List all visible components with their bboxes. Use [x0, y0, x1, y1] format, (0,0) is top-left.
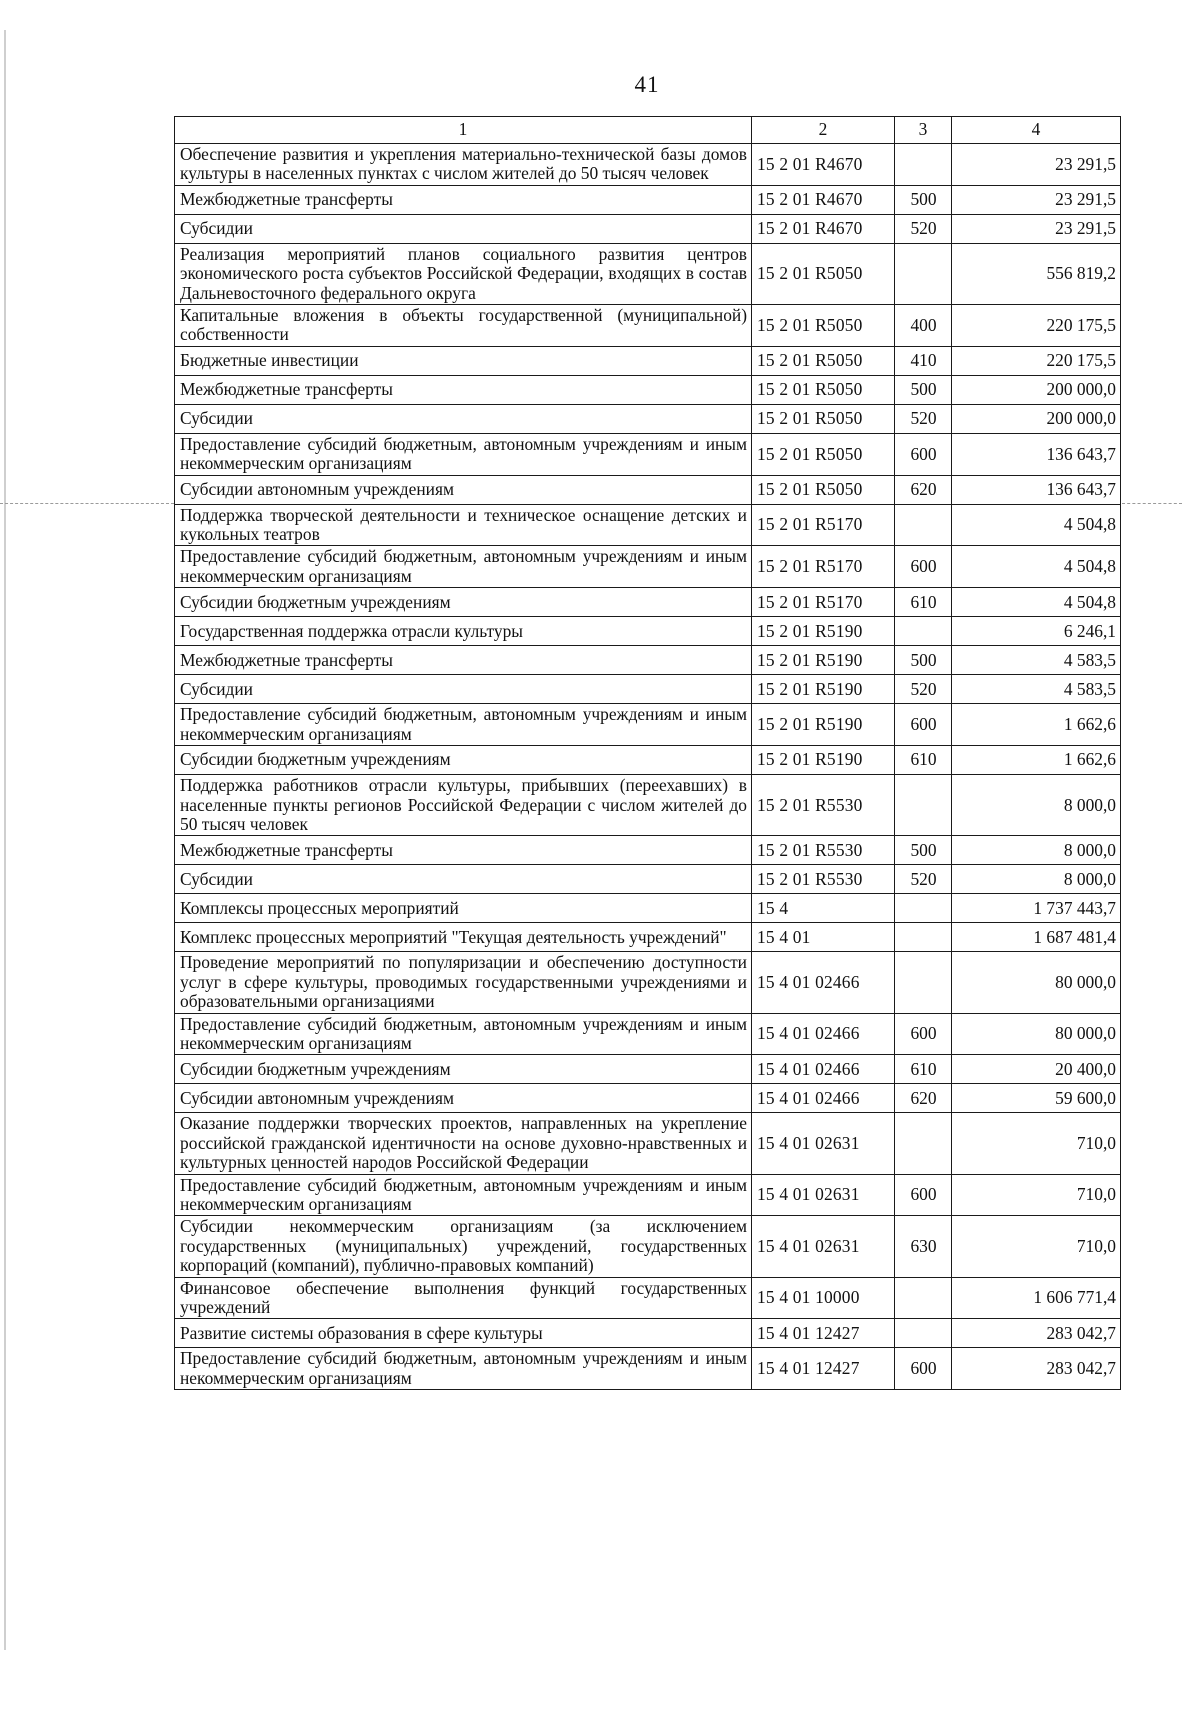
cell-type: 610 [895, 1055, 952, 1084]
cell-type: 520 [895, 865, 952, 894]
cell-amount: 8 000,0 [952, 775, 1121, 836]
cell-type: 400 [895, 305, 952, 347]
table-row [175, 923, 1121, 952]
cell-type [895, 894, 952, 923]
table-row [175, 646, 1121, 675]
cell-code: 15 2 01 R4670 [752, 185, 895, 214]
cell-amount: 23 291,5 [952, 214, 1121, 243]
table-row [175, 1055, 1121, 1084]
cell-amount: 283 042,7 [952, 1319, 1121, 1348]
table-row [175, 1084, 1121, 1113]
cell-amount: 6 246,1 [952, 617, 1121, 646]
cell-type [895, 617, 952, 646]
cell-code: 15 2 01 R5050 [752, 305, 895, 347]
table-body [175, 144, 1121, 1390]
cell-amount: 59 600,0 [952, 1084, 1121, 1113]
cell-type: 600 [895, 1013, 952, 1055]
table-row [175, 1277, 1121, 1319]
cell-code: 15 4 01 02466 [752, 1084, 895, 1113]
cell-code: 15 2 01 R5190 [752, 675, 895, 704]
cell-name: Бюджетные инвестиции [175, 346, 752, 375]
cell-code: 15 4 01 02631 [752, 1216, 895, 1277]
cell-name: Финансовое обеспечение выполнения функций государственных учреждений [175, 1277, 752, 1319]
table-row [175, 675, 1121, 704]
cell-amount: 283 042,7 [952, 1348, 1121, 1390]
cell-type: 630 [895, 1216, 952, 1277]
cell-type [895, 923, 952, 952]
cell-type [895, 1319, 952, 1348]
cell-type: 620 [895, 475, 952, 504]
cell-name: Обеспечение развития и укрепления материально-технической базы домов культуры в населенных пунктах с числом жителей до 50 тысяч человек [175, 144, 752, 186]
cell-name: Субсидии бюджетным учреждениям [175, 746, 752, 775]
budget-table [174, 116, 1121, 1390]
cell-amount: 23 291,5 [952, 185, 1121, 214]
cell-name: Межбюджетные трансферты [175, 646, 752, 675]
cell-name: Предоставление субсидий бюджетным, автономным учреждениям и иным некоммерческим организациям [175, 546, 752, 588]
cell-type: 600 [895, 433, 952, 475]
cell-code: 15 4 01 02466 [752, 952, 895, 1013]
column-header-amount: 4 [952, 117, 1121, 144]
cell-name: Проведение мероприятий по популяризации и обеспечению доступности услуг в сфере культуры, проводимых государственными учреждениями и образовательными организациями [175, 952, 752, 1013]
cell-name: Субсидии бюджетным учреждениям [175, 588, 752, 617]
cell-code: 15 2 01 R5050 [752, 375, 895, 404]
cell-code: 15 2 01 R4670 [752, 144, 895, 186]
cell-name: Государственная поддержка отрасли культуры [175, 617, 752, 646]
cell-amount: 556 819,2 [952, 243, 1121, 304]
table-row [175, 746, 1121, 775]
cell-amount: 4 504,8 [952, 546, 1121, 588]
scan-edge [4, 30, 6, 1650]
cell-name: Предоставление субсидий бюджетным, автономным учреждениям и иным некоммерческим организациям [175, 1348, 752, 1390]
cell-type [895, 243, 952, 304]
table-row [175, 865, 1121, 894]
cell-name: Предоставление субсидий бюджетным, автономным учреждениям и иным некоммерческим организациям [175, 1174, 752, 1216]
table-row [175, 433, 1121, 475]
cell-amount: 1 662,6 [952, 746, 1121, 775]
cell-code: 15 2 01 R5190 [752, 617, 895, 646]
cell-amount: 136 643,7 [952, 475, 1121, 504]
cell-code: 15 2 01 R5190 [752, 746, 895, 775]
cell-code: 15 4 01 02631 [752, 1113, 895, 1174]
cell-code: 15 4 01 02466 [752, 1013, 895, 1055]
cell-name: Комплекс процессных мероприятий "Текущая деятельность учреждений" [175, 923, 752, 952]
cell-type [895, 504, 952, 546]
cell-name: Субсидии автономным учреждениям [175, 475, 752, 504]
cell-name: Межбюджетные трансферты [175, 836, 752, 865]
cell-name: Субсидии некоммерческим организациям (за исключением государственных (муниципальных) учреждений, государственных корпораций (компаний), публично-правовых компаний) [175, 1216, 752, 1277]
cell-amount: 710,0 [952, 1216, 1121, 1277]
cell-type: 620 [895, 1084, 952, 1113]
cell-name: Комплексы процессных мероприятий [175, 894, 752, 923]
cell-code: 15 4 01 12427 [752, 1319, 895, 1348]
table-row [175, 144, 1121, 186]
cell-type: 410 [895, 346, 952, 375]
cell-name: Субсидии бюджетным учреждениям [175, 1055, 752, 1084]
cell-amount: 200 000,0 [952, 375, 1121, 404]
table-row [175, 617, 1121, 646]
table-row [175, 243, 1121, 304]
cell-amount: 4 583,5 [952, 646, 1121, 675]
table-row [175, 475, 1121, 504]
cell-type [895, 952, 952, 1013]
column-header-code: 2 [752, 117, 895, 144]
cell-type: 610 [895, 588, 952, 617]
cell-name: Развитие системы образования в сфере культуры [175, 1319, 752, 1348]
cell-name: Поддержка работников отрасли культуры, прибывших (переехавших) в населенные пункты регионов Российской Федерации с числом жителей до 50 тысяч человек [175, 775, 752, 836]
table-row [175, 1013, 1121, 1055]
cell-amount: 1 662,6 [952, 704, 1121, 746]
cell-amount: 710,0 [952, 1174, 1121, 1216]
cell-name: Предоставление субсидий бюджетным, автономным учреждениям и иным некоммерческим организациям [175, 433, 752, 475]
cell-type [895, 775, 952, 836]
cell-amount: 20 400,0 [952, 1055, 1121, 1084]
cell-type: 600 [895, 1174, 952, 1216]
table-row [175, 1113, 1121, 1174]
cell-amount: 23 291,5 [952, 144, 1121, 186]
table-row [175, 894, 1121, 923]
cell-code: 15 2 01 R5530 [752, 836, 895, 865]
cell-code: 15 4 01 02466 [752, 1055, 895, 1084]
cell-amount: 1 737 443,7 [952, 894, 1121, 923]
cell-type: 600 [895, 546, 952, 588]
table-row [175, 504, 1121, 546]
cell-amount: 220 175,5 [952, 346, 1121, 375]
cell-code: 15 2 01 R5190 [752, 646, 895, 675]
table-row [175, 1319, 1121, 1348]
cell-code: 15 2 01 R5170 [752, 546, 895, 588]
cell-amount: 220 175,5 [952, 305, 1121, 347]
scan-artifact-line-left [0, 503, 174, 504]
cell-amount: 4 583,5 [952, 675, 1121, 704]
table-row [175, 588, 1121, 617]
table-row [175, 1216, 1121, 1277]
cell-type: 520 [895, 214, 952, 243]
cell-type [895, 1113, 952, 1174]
cell-code: 15 4 [752, 894, 895, 923]
cell-code: 15 2 01 R5050 [752, 346, 895, 375]
scan-artifact-line-right [1122, 503, 1182, 504]
table-row [175, 185, 1121, 214]
table-row [175, 836, 1121, 865]
cell-code: 15 2 01 R5050 [752, 404, 895, 433]
cell-amount: 80 000,0 [952, 1013, 1121, 1055]
cell-name: Реализация мероприятий планов социального развития центров экономического роста субъектов Российской Федерации, входящих в состав Дальневосточного федерального округа [175, 243, 752, 304]
cell-amount: 1 606 771,4 [952, 1277, 1121, 1319]
cell-code: 15 2 01 R4670 [752, 214, 895, 243]
cell-type: 610 [895, 746, 952, 775]
cell-name: Субсидии автономным учреждениям [175, 1084, 752, 1113]
cell-code: 15 2 01 R5530 [752, 865, 895, 894]
cell-code: 15 4 01 [752, 923, 895, 952]
table-row [175, 704, 1121, 746]
column-header-type: 3 [895, 117, 952, 144]
cell-amount: 8 000,0 [952, 836, 1121, 865]
table-row [175, 952, 1121, 1013]
cell-name: Оказание поддержки творческих проектов, направленных на укрепление российской гражданской идентичности на основе духовно-нравственных и культурных ценностей народов Российской Федерации [175, 1113, 752, 1174]
cell-code: 15 2 01 R5190 [752, 704, 895, 746]
cell-name: Межбюджетные трансферты [175, 375, 752, 404]
table-row [175, 775, 1121, 836]
cell-name: Субсидии [175, 214, 752, 243]
cell-amount: 1 687 481,4 [952, 923, 1121, 952]
cell-code: 15 2 01 R5170 [752, 588, 895, 617]
cell-code: 15 2 01 R5050 [752, 243, 895, 304]
cell-name: Субсидии [175, 865, 752, 894]
table-row [175, 404, 1121, 433]
cell-amount: 200 000,0 [952, 404, 1121, 433]
cell-type [895, 144, 952, 186]
cell-type: 500 [895, 646, 952, 675]
cell-name: Капитальные вложения в объекты государственной (муниципальной) собственности [175, 305, 752, 347]
table-row [175, 1174, 1121, 1216]
cell-name: Субсидии [175, 675, 752, 704]
cell-name: Межбюджетные трансферты [175, 185, 752, 214]
cell-type: 520 [895, 404, 952, 433]
cell-type: 500 [895, 375, 952, 404]
cell-amount: 710,0 [952, 1113, 1121, 1174]
cell-type: 500 [895, 185, 952, 214]
cell-code: 15 2 01 R5530 [752, 775, 895, 836]
cell-amount: 136 643,7 [952, 433, 1121, 475]
column-header-row [175, 117, 1121, 144]
cell-name: Субсидии [175, 404, 752, 433]
cell-amount: 4 504,8 [952, 504, 1121, 546]
cell-code: 15 4 01 10000 [752, 1277, 895, 1319]
cell-type: 600 [895, 1348, 952, 1390]
cell-name: Предоставление субсидий бюджетным, автономным учреждениям и иным некоммерческим организациям [175, 704, 752, 746]
cell-name: Предоставление субсидий бюджетным, автономным учреждениям и иным некоммерческим организациям [175, 1013, 752, 1055]
table-row [175, 1348, 1121, 1390]
cell-code: 15 2 01 R5170 [752, 504, 895, 546]
page-number: 41 [634, 72, 660, 97]
cell-amount: 4 504,8 [952, 588, 1121, 617]
table-row [175, 214, 1121, 243]
table-row [175, 546, 1121, 588]
cell-type: 500 [895, 836, 952, 865]
cell-amount: 8 000,0 [952, 865, 1121, 894]
table-row [175, 305, 1121, 347]
cell-code: 15 4 01 12427 [752, 1348, 895, 1390]
cell-type: 520 [895, 675, 952, 704]
cell-type [895, 1277, 952, 1319]
table-row [175, 375, 1121, 404]
cell-type: 600 [895, 704, 952, 746]
cell-amount: 80 000,0 [952, 952, 1121, 1013]
table-row [175, 346, 1121, 375]
column-header-name: 1 [175, 117, 752, 144]
cell-name: Поддержка творческой деятельности и техническое оснащение детских и кукольных театров [175, 504, 752, 546]
cell-code: 15 4 01 02631 [752, 1174, 895, 1216]
cell-code: 15 2 01 R5050 [752, 433, 895, 475]
cell-code: 15 2 01 R5050 [752, 475, 895, 504]
